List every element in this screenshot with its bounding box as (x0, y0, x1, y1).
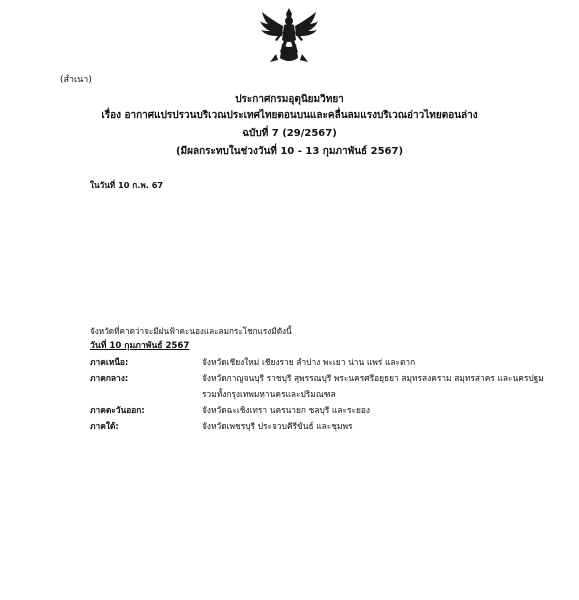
region-row (90, 402, 560, 418)
region-name: ภาคตะวันออก: (90, 405, 145, 415)
garuda-emblem-icon (258, 6, 320, 66)
subject-text: อากาศแปรปรวนบริเวณประเทศไทยตอนบนและคลื่นลมแรงบริเวณอ่าวไทยตอนล่าง (124, 110, 478, 121)
region-row (90, 354, 560, 370)
paragraph-province-intro: จังหวัดที่คาดว่าจะมีฝนฟ้าคะนองและลมกระโชกแรงมีดังนี้ (90, 326, 292, 336)
region-name: ภาคเหนือ: (90, 357, 129, 367)
issue-number: ฉบับที่ 7 (29/2567) (242, 128, 337, 139)
paragraph-lead-date: ในวันที่ 10 ก.พ. 67 (90, 180, 164, 190)
region-name: ภาคกลาง: (90, 373, 129, 383)
forecast-date: วันที่ 10 กุมภาพันธ์ 2567 (90, 341, 190, 351)
agency-title: ประกาศกรมอุตุนิยมวิทยา (235, 94, 344, 105)
region-list (90, 354, 560, 434)
region-row (90, 418, 560, 434)
subject-line (0, 108, 579, 124)
effective-period: (มีผลกระทบในช่วงวันที่ 10 - 13 กุมภาพันธ์ 2567) (175, 146, 404, 157)
paragraph-situation (60, 178, 565, 193)
region-provinces: จังหวัดเพชรบุรี ประจวบคีรีขันธ์ และชุมพร (202, 421, 353, 431)
region-provinces: จังหวัดเชียงใหม่ เชียงราย ลำปาง พะเยา น่าน แพร่ และตาก (202, 357, 416, 367)
copy-label: (สำเนา) (60, 75, 92, 85)
region-name: ภาคใต้: (90, 421, 119, 431)
subject-prefix: เรื่อง (101, 110, 121, 121)
region-provinces: จังหวัดกาญจนบุรี ราชบุรี สุพรรณบุรี พระนครศรีอยุธยา สมุทรสงคราม สมุทรสาคร และนครปฐม รวมทั้งกรุงเทพมหานครและปริมณฑล (202, 373, 544, 399)
region-row (90, 370, 560, 402)
region-provinces: จังหวัดฉะเชิงเทรา นครนายก ชลบุรี และระยอง (202, 405, 370, 415)
